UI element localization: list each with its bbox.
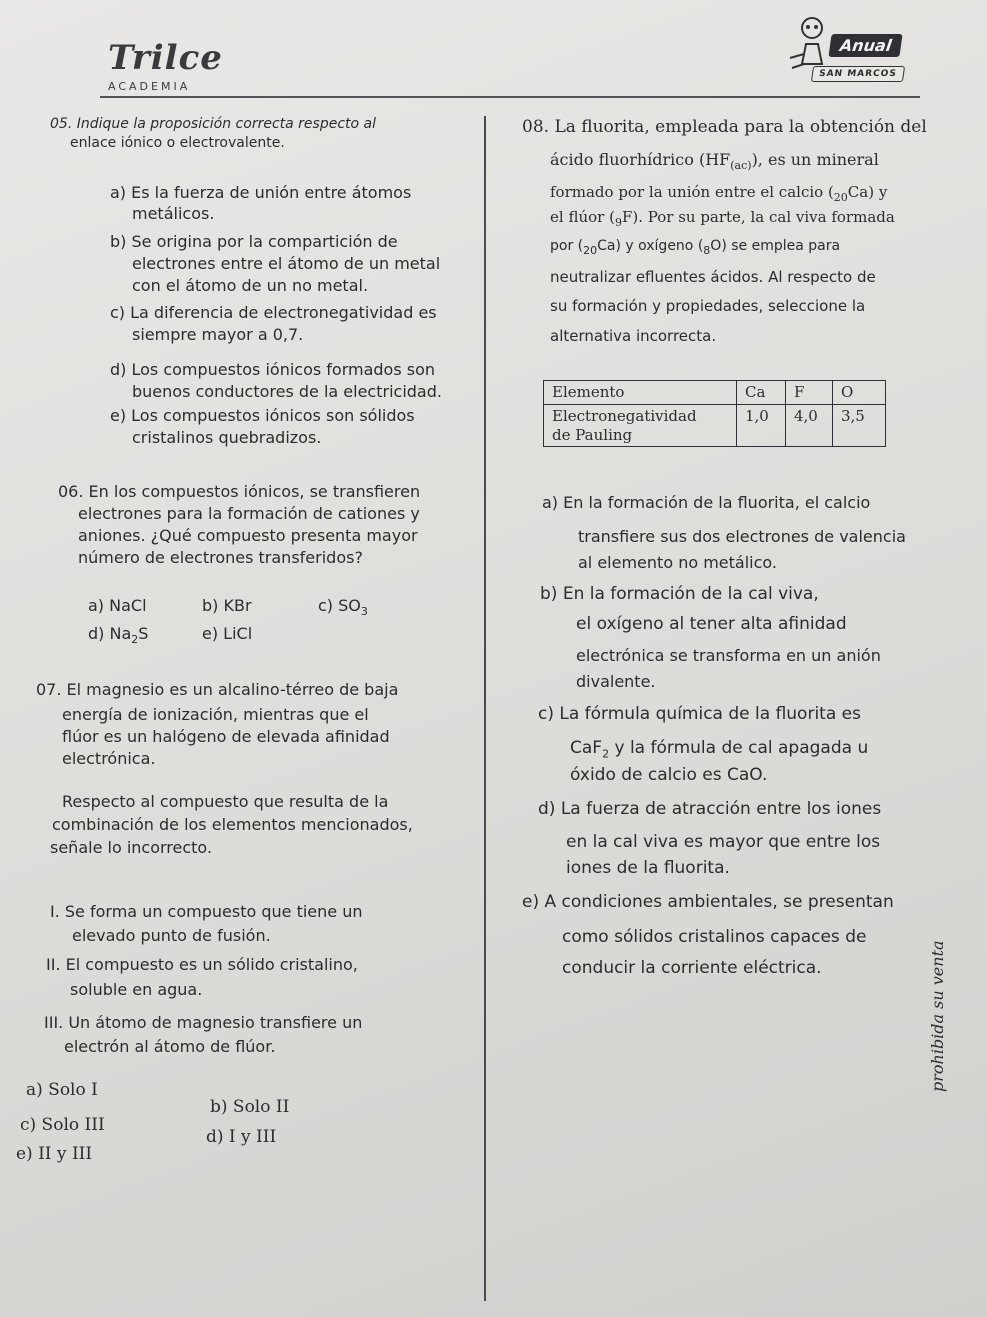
q05-option-b: b) Se origina por la compartición de (110, 232, 398, 251)
q06-option-d: d) $Na_2S$ (88, 624, 149, 647)
q06-option-e: e) LiCl (202, 624, 253, 643)
q08-stem: su formación y propiedades, seleccione la (550, 297, 866, 315)
q07-option-d: d) I y III (206, 1127, 277, 1147)
q05-option-a: metálicos. (132, 204, 215, 223)
badge-san-marcos: SAN MARCOS (811, 66, 905, 82)
q05-option-b: electrones entre el átomo de un metal (132, 254, 441, 273)
q05-stem: 05. Indique la proposición correcta respecto al (50, 116, 376, 132)
q08-stem: formado por la unión entre el calcio $(_{20}Ca)$ y (550, 183, 888, 204)
q07-stem: 07. El magnesio es un alcalino-térreo de baja (36, 680, 399, 699)
q07-stem: energía de ionización, mientras que el (62, 705, 369, 724)
q05-stem: enlace iónico o electrovalente. (70, 135, 285, 151)
q08-option-e: conducir la corriente eléctrica. (562, 958, 822, 978)
q08-option-c: óxido de calcio es CaO. (570, 765, 768, 785)
q07-stem: flúor es un halógeno de elevada afinidad (62, 727, 390, 746)
badge-anual: Anual (828, 34, 903, 57)
q05-option-a: a) Es la fuerza de unión entre átomos (110, 183, 412, 202)
q08-stem: alternativa incorrecta. (550, 327, 717, 345)
q06-option-c: c) $SO_3$ (318, 596, 368, 619)
table-row (544, 404, 886, 447)
q07-stem: Respecto al compuesto que resulta de la (62, 792, 389, 811)
q08-option-d: iones de la fluorita. (566, 858, 730, 878)
academy-logo: Trilce (108, 38, 223, 78)
q08-stem: 08. La fluorita, empleada para la obtención del (522, 117, 927, 137)
q05-option-d: buenos conductores de la electricidad. (132, 382, 442, 401)
q05-option-c: c) La diferencia de electronegatividad es (110, 303, 437, 322)
table-cell: Electronegatividad de Pauling (544, 404, 737, 447)
q06-stem: 06. En los compuestos iónicos, se transfieren (58, 482, 421, 501)
q07-option-c: c) Solo III (20, 1115, 105, 1135)
q05-option-e: cristalinos quebradizos. (132, 428, 322, 447)
q06-stem: número de electrones transferidos? (78, 548, 363, 567)
electronegativity-table (543, 380, 886, 447)
q07-stem: señale lo incorrecto. (50, 838, 213, 857)
q06-option-a: a) NaCl (88, 596, 147, 615)
q08-option-e: e) A condiciones ambientales, se presentan (522, 892, 894, 912)
q07-statement-ii: II. El compuesto es un sólido cristalino, (46, 955, 358, 974)
q08-option-a: al elemento no metálico. (578, 553, 777, 572)
table-cell: Ca (737, 381, 786, 405)
q07-statement-i: elevado punto de fusión. (72, 926, 271, 945)
q06-option-b: b) KBr (202, 596, 252, 615)
q06-stem: electrones para la formación de cationes y (78, 504, 420, 523)
q07-statement-i: I. Se forma un compuesto que tiene un (50, 902, 363, 921)
q08-option-d: d) La fuerza de atracción entre los iones (538, 799, 882, 819)
q08-option-b: divalente. (576, 672, 656, 691)
q07-stem: electrónica. (62, 749, 156, 768)
q08-option-c: c) La fórmula química de la fluorita es (538, 704, 861, 724)
q07-stem: combinación de los elementos mencionados, (52, 815, 413, 834)
q05-option-b: con el átomo de un no metal. (132, 276, 369, 295)
header-rule (100, 96, 920, 98)
academy-logo-subtitle: ACADEMIA (108, 80, 191, 93)
q05-option-c: siempre mayor a 0,7. (132, 325, 304, 344)
q08-option-a: transfiere sus dos electrones de valencia (578, 527, 906, 546)
q08-stem: neutralizar efluentes ácidos. Al respecto de (550, 268, 876, 286)
q08-stem: ácido fluorhídrico $(HF_{(ac)})$, es un mineral (550, 150, 879, 173)
q05-option-d: d) Los compuestos iónicos formados son (110, 360, 436, 379)
table-cell: 1,0 (737, 404, 786, 447)
table-cell: 3,5 (833, 404, 886, 447)
table-row (544, 381, 886, 405)
q07-statement-iii: III. Un átomo de magnesio transfiere un (44, 1013, 363, 1032)
q08-option-a: a) En la formación de la fluorita, el calcio (542, 493, 871, 512)
table-cell: O (833, 381, 886, 405)
q08-option-d: en la cal viva es mayor que entre los (566, 832, 881, 852)
q08-stem: el flúor $(_9F)$. Por su parte, la cal viva formada (550, 208, 895, 229)
q07-statement-ii: soluble en agua. (70, 980, 203, 999)
q08-stem: por $(_{20}Ca)$ y oxígeno $(_8O)$ se emplea para (550, 238, 841, 257)
column-divider (484, 116, 486, 1301)
side-stamp-wrap (928, 940, 952, 1262)
q08-option-b: electrónica se transforma en un anión (576, 646, 881, 665)
q07-option-e: e) II y III (16, 1144, 93, 1164)
table-cell: F (786, 381, 833, 405)
q08-option-c: CaF$_2$ y la fórmula de cal apagada u (570, 738, 869, 761)
q06-stem: aniones. ¿Qué compuesto presenta mayor (78, 526, 418, 545)
side-stamp: prohibida su venta (928, 940, 947, 1092)
q07-option-a: a) Solo I (26, 1080, 98, 1100)
q08-option-e: como sólidos cristalinos capaces de (562, 927, 867, 947)
q05-option-e: e) Los compuestos iónicos son sólidos (110, 406, 415, 425)
q07-option-b: b) Solo II (210, 1097, 290, 1117)
table-cell: Elemento (544, 381, 737, 405)
q08-option-b: el oxígeno al tener alta afinidad (576, 614, 847, 634)
table-cell: 4,0 (786, 404, 833, 447)
q08-option-b: b) En la formación de la cal viva, (540, 584, 819, 604)
q07-statement-iii: electrón al átomo de flúor. (64, 1037, 276, 1056)
